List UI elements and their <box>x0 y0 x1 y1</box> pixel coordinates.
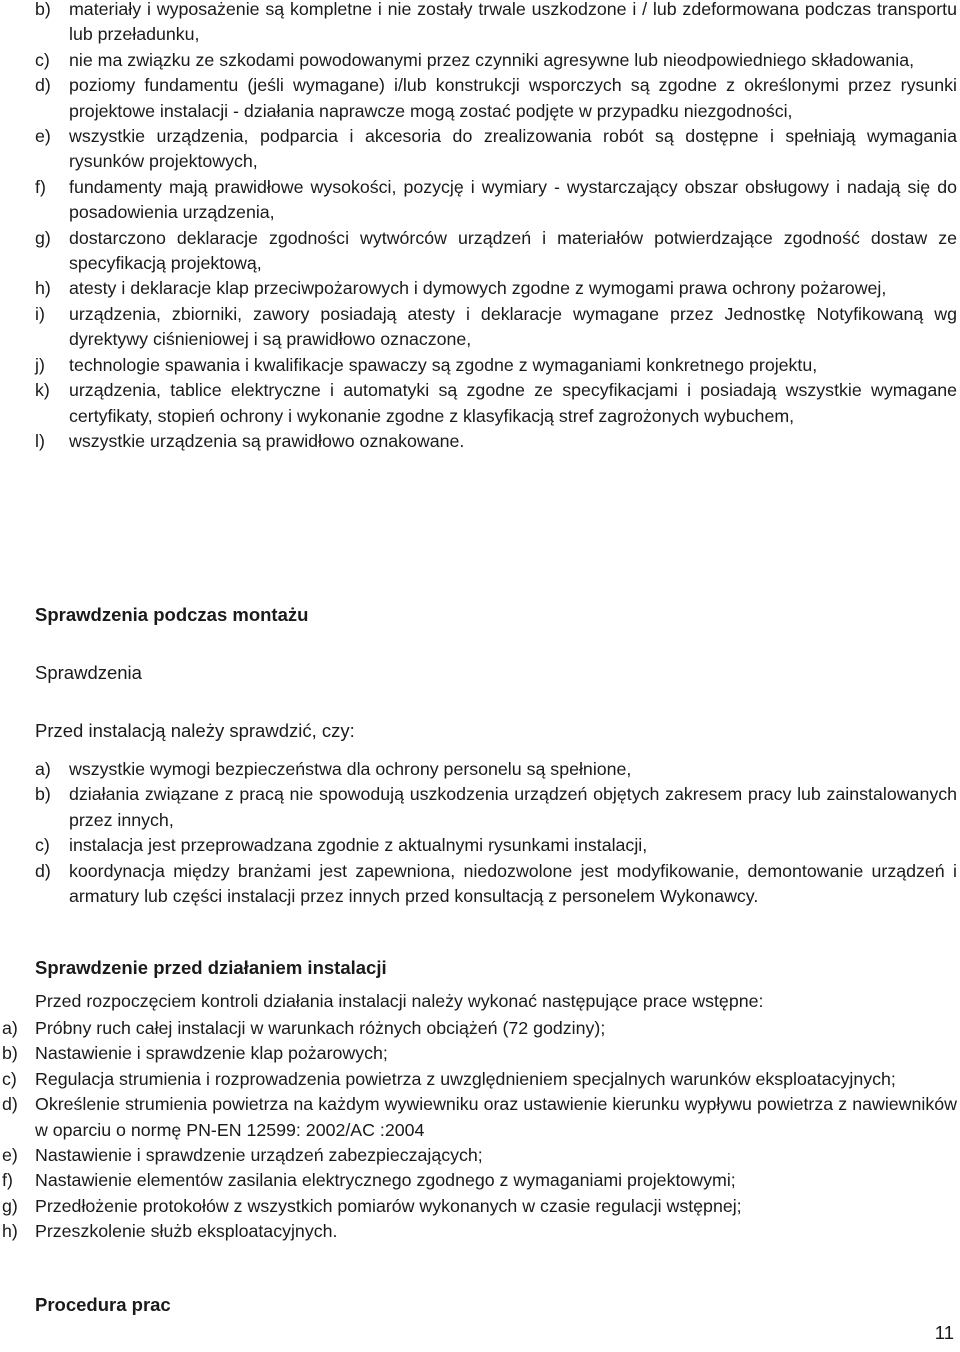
list-item <box>0 1168 957 1193</box>
list-item-text: wszystkie wymogi bezpieczeństwa dla ochrony personelu są spełnione, <box>69 759 632 779</box>
requirements-list-1 <box>0 0 957 454</box>
list-item-text: urządzenia, zbiorniki, zawory posiadają atesty i deklaracje wymagane przez Jednostkę Notyfikowaną wg dyrektywy ciśnieniowej i są prawidłowo oznaczone, <box>69 303 957 350</box>
list-marker: b) <box>35 784 51 805</box>
paragraph-intro: Przed instalacją należy sprawdzić, czy: <box>35 720 355 741</box>
list-marker: b) <box>35 0 51 19</box>
list-item-text: Próbny ruch całej instalacji w warunkach różnych obciążeń (72 godziny); <box>35 1018 606 1038</box>
list-item <box>0 378 957 429</box>
list-item-text: Nastawienie elementów zasilania elektrycznego zgodnego z wymaganiami projektowymi; <box>35 1170 736 1191</box>
list-marker: h) <box>2 1221 18 1242</box>
list-item <box>0 1092 957 1143</box>
list-item-text: instalacja jest przeprowadzana zgodnie z aktualnymi rysunkami instalacji, <box>69 835 648 856</box>
list-item <box>0 1016 957 1041</box>
list-item <box>0 782 957 833</box>
list-marker: k) <box>35 380 50 401</box>
list-item-text: technologie spawania i kwalifikacje spawaczy są zgodne z wymaganiami konkretnego projektu, <box>69 354 818 375</box>
list-marker: a) <box>35 759 51 779</box>
list-item <box>0 276 957 301</box>
list-marker: l) <box>35 430 45 451</box>
section-heading-montaz: Sprawdzenia podczas montażu <box>35 604 309 625</box>
list-item-text: Nastawienie i sprawdzenie urządzeń zabezpieczających; <box>35 1145 483 1166</box>
list-item <box>0 1041 957 1066</box>
list-marker: d) <box>35 75 51 96</box>
list-item <box>0 757 957 782</box>
section-heading-dzialanie: Sprawdzenie przed działaniem instalacji <box>35 957 387 978</box>
list-item-text: fundamenty mają prawidłowe wysokości, pozycję i wymiary - wystarczający obszar obsługowy i nadają się do posadowienia urządzenia, <box>69 176 957 223</box>
list-item <box>0 124 957 175</box>
list-marker: b) <box>2 1043 18 1064</box>
list-item <box>0 0 957 48</box>
list-item <box>0 859 957 910</box>
list-marker: c) <box>35 835 50 856</box>
list-marker: a) <box>2 1018 18 1038</box>
list-marker: g) <box>35 227 51 248</box>
list-marker: f) <box>35 176 46 197</box>
paragraph-sprawdzenia: Sprawdzenia <box>35 662 142 683</box>
preliminary-works-list <box>0 1016 957 1245</box>
list-item-text: Przeszkolenie służb eksploatacyjnych. <box>35 1221 338 1242</box>
list-item-text: działania związane z pracą nie spowodują uszkodzenia urządzeń objętych zakresem pracy lub zainstalowanych przez innych, <box>69 784 957 830</box>
list-item <box>0 833 957 858</box>
list-marker: e) <box>35 126 51 147</box>
list-item <box>0 226 957 277</box>
list-item-text: koordynacja między branżami jest zapewniona, niedozwolone jest modyfikowanie, demontowanie urządzeń i armatury lub części instalacji przez innych przed konsultacją z personelem Wykonawcy. <box>69 860 957 907</box>
list-item-text: Nastawienie i sprawdzenie klap pożarowych; <box>35 1043 388 1064</box>
list-item-text: wszystkie urządzenia są prawidłowo oznakowane. <box>69 430 465 451</box>
list-item <box>0 48 957 73</box>
list-marker: j) <box>35 354 45 375</box>
list-marker: c) <box>2 1068 17 1089</box>
list-item <box>0 175 957 226</box>
list-marker: g) <box>2 1195 18 1216</box>
page-number: 11 <box>934 1322 954 1343</box>
list-item-text: atesty i deklaracje klap przeciwpożarowych i dymowych zgodne z wymogami prawa ochrony pożarowej, <box>69 278 887 299</box>
list-item <box>0 1194 957 1219</box>
list-item <box>0 302 957 353</box>
list-item-text: dostarczono deklaracje zgodności wytwórców urządzeń i materiałów potwierdzające zgodność dostaw ze specyfikacją projektową, <box>69 227 957 274</box>
list-marker: i) <box>35 303 45 324</box>
list-marker: d) <box>2 1094 18 1115</box>
list-item-text: wszystkie urządzenia, podparcia i akcesoria do zrealizowania robót są dostępne i spełniają wymagania rysunków projektowych, <box>69 126 957 172</box>
section-heading-procedura: Procedura prac <box>35 1294 171 1315</box>
list-item <box>0 1219 957 1244</box>
list-item <box>0 429 957 454</box>
paragraph-prace-wstepne: Przed rozpoczęciem kontroli działania instalacji należy wykonać następujące prace wstępne: <box>35 991 764 1011</box>
list-marker: f) <box>2 1170 13 1191</box>
list-item-text: urządzenia, tablice elektryczne i automatyki są zgodne ze specyfikacjami i posiadają wszystkie wymagane certyfikaty, stopień ochrony i wykonanie zgodne z klasyfikacją stref zagrożonych wybuchem, <box>69 380 957 426</box>
list-marker: c) <box>35 49 50 70</box>
list-item <box>0 353 957 378</box>
requirements-list-2 <box>0 757 957 909</box>
list-item-text: Określenie strumienia powietrza na każdym wywiewniku oraz ustawienie kierunku wypływu powietrza z nawiewników w oparciu o normę PN-EN 12599: 2002/AC :2004 <box>35 1094 957 1140</box>
list-item-text: materiały i wyposażenie są kompletne i nie zostały trwale uszkodzone i / lub zdeformowana podczas transportu lub przeładunku, <box>69 0 957 45</box>
list-item <box>0 1143 957 1168</box>
list-marker: e) <box>2 1145 18 1166</box>
list-item-text: Regulacja strumienia i rozprowadzenia powietrza z uwzględnieniem specjalnych warunków eksploatacyjnych; <box>35 1068 896 1089</box>
list-item-text: poziomy fundamentu (jeśli wymagane) i/lub konstrukcji wsporczych są zgodne z określonymi przez rysunki projektowe instalacji - działania naprawcze mogą zostać podjęte w przypadku niezgodności, <box>69 75 957 121</box>
list-marker: d) <box>35 860 51 881</box>
list-item-text: nie ma związku ze szkodami powodowanymi przez czynniki agresywne lub nieodpowiedniego składowania, <box>69 49 915 70</box>
list-item <box>0 73 957 124</box>
list-item-text: Przedłożenie protokołów z wszystkich pomiarów wykonanych w czasie regulacji wstępnej; <box>35 1195 742 1216</box>
list-marker: h) <box>35 278 51 299</box>
list-item <box>0 1067 957 1092</box>
